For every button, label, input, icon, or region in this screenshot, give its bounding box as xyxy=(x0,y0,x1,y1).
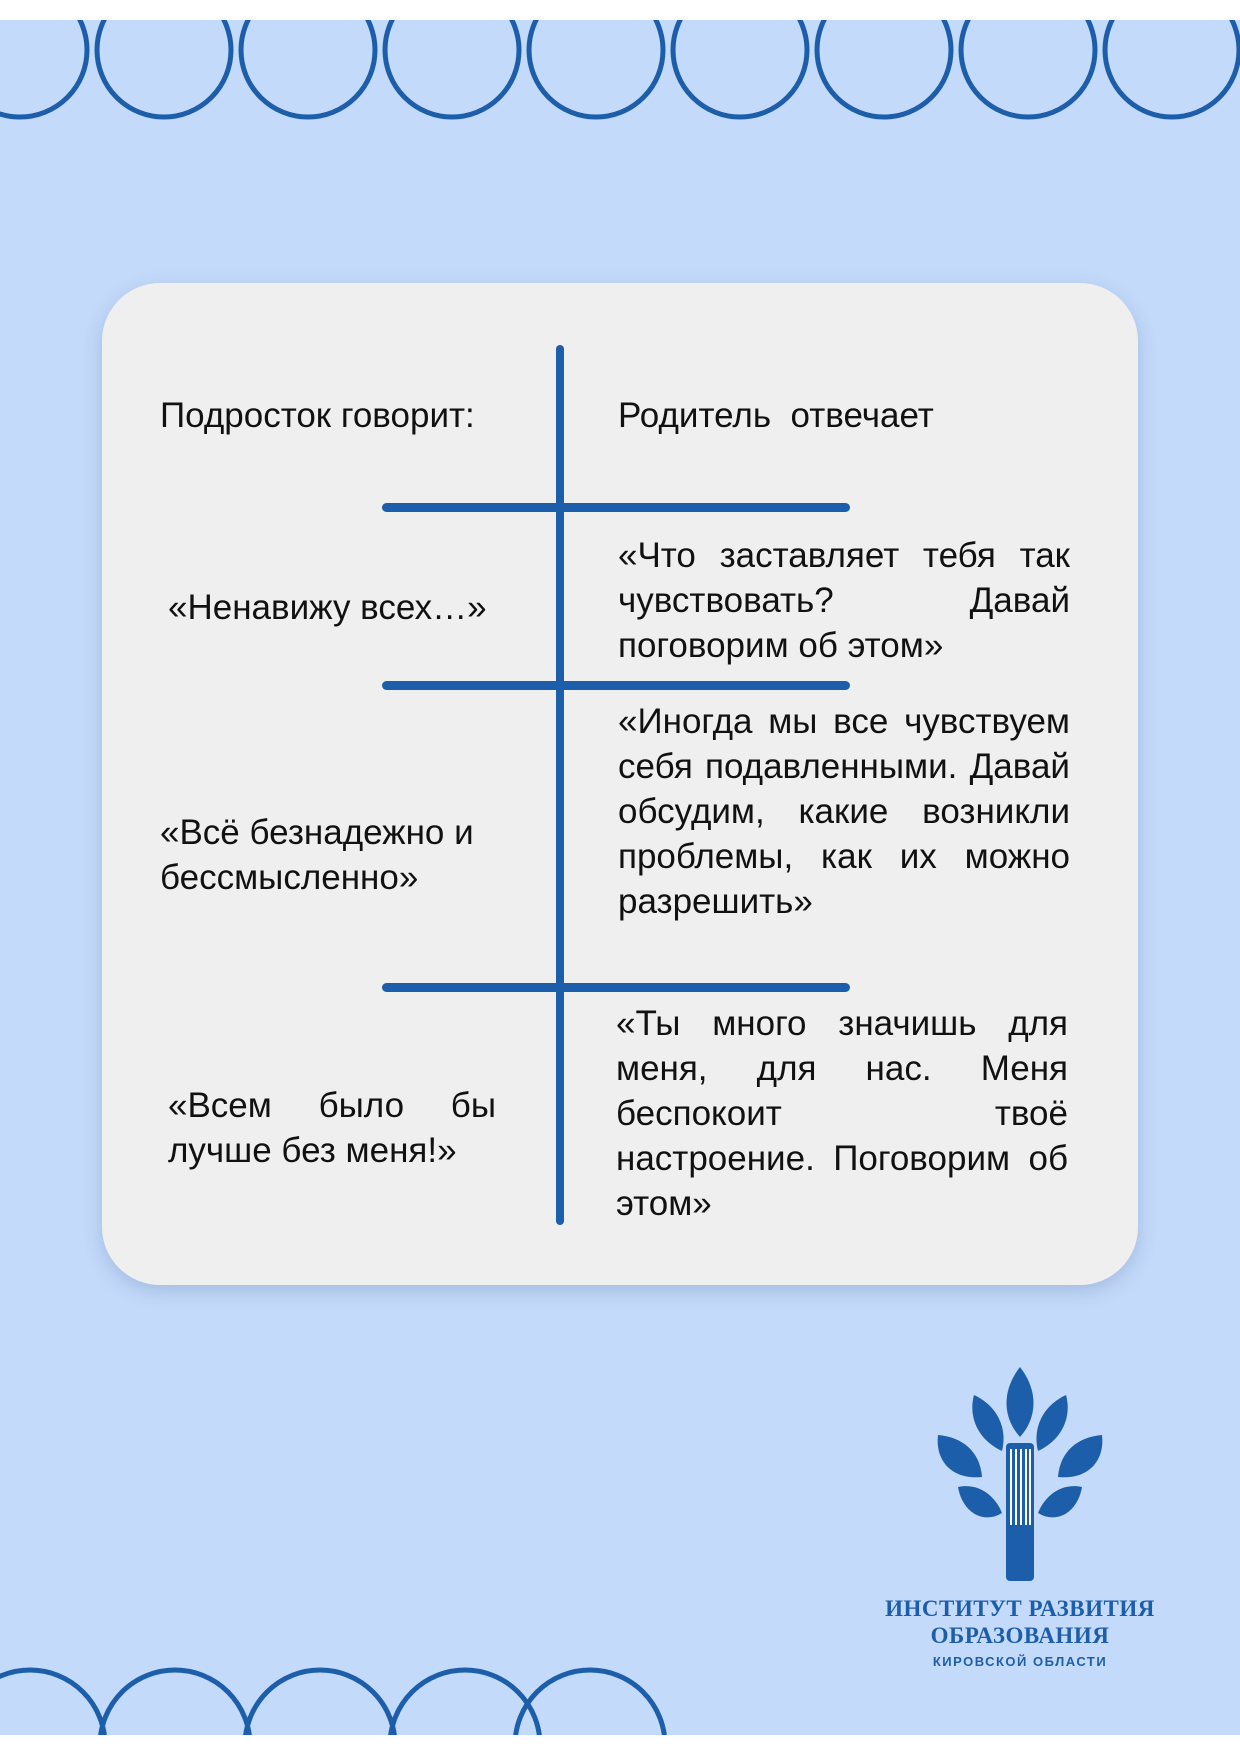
dialogue-card xyxy=(102,283,1138,1285)
teen-phrase-1: «Ненавижу всех…» xyxy=(168,588,487,627)
vertical-divider xyxy=(556,345,564,1225)
teen-phrase-3: «Всем было бы лучше без меня!» xyxy=(168,1086,496,1170)
organization-region: КИРОВСКОЙ ОБЛАСТИ xyxy=(932,1654,1108,1669)
parent-reply-2: «Иногда мы все чувствуем себя подавленными. Давай обсудим, какие возникли проблемы, как их можно разрешить» xyxy=(618,702,1070,921)
institute-logo-icon xyxy=(870,1365,1170,1585)
organization-line-2: ОБРАЗОВАНИЯ xyxy=(930,1623,1110,1648)
header-teen: Подросток говорит: xyxy=(160,396,475,435)
header-parent: Родитель отвечает xyxy=(618,396,934,435)
divider-2 xyxy=(382,681,850,690)
divider-3 xyxy=(382,983,850,992)
parent-reply-1: «Что заставляет тебя так чувствовать? Давай поговорим об этом» xyxy=(618,536,1070,665)
bottom-circles-decoration xyxy=(0,1620,700,1735)
top-circles-decoration xyxy=(0,20,1240,160)
parent-reply-3: «Ты много значишь для меня, для нас. Меня беспокоит твоё настроение. Поговорим об этом» xyxy=(616,1004,1068,1223)
organization-line-1: ИНСТИТУТ РАЗВИТИЯ xyxy=(885,1596,1155,1621)
organization-name xyxy=(850,1595,1190,1649)
teen-phrase-2: «Всё безнадежно и бессмысленно» xyxy=(160,813,474,897)
divider-1 xyxy=(382,503,850,512)
